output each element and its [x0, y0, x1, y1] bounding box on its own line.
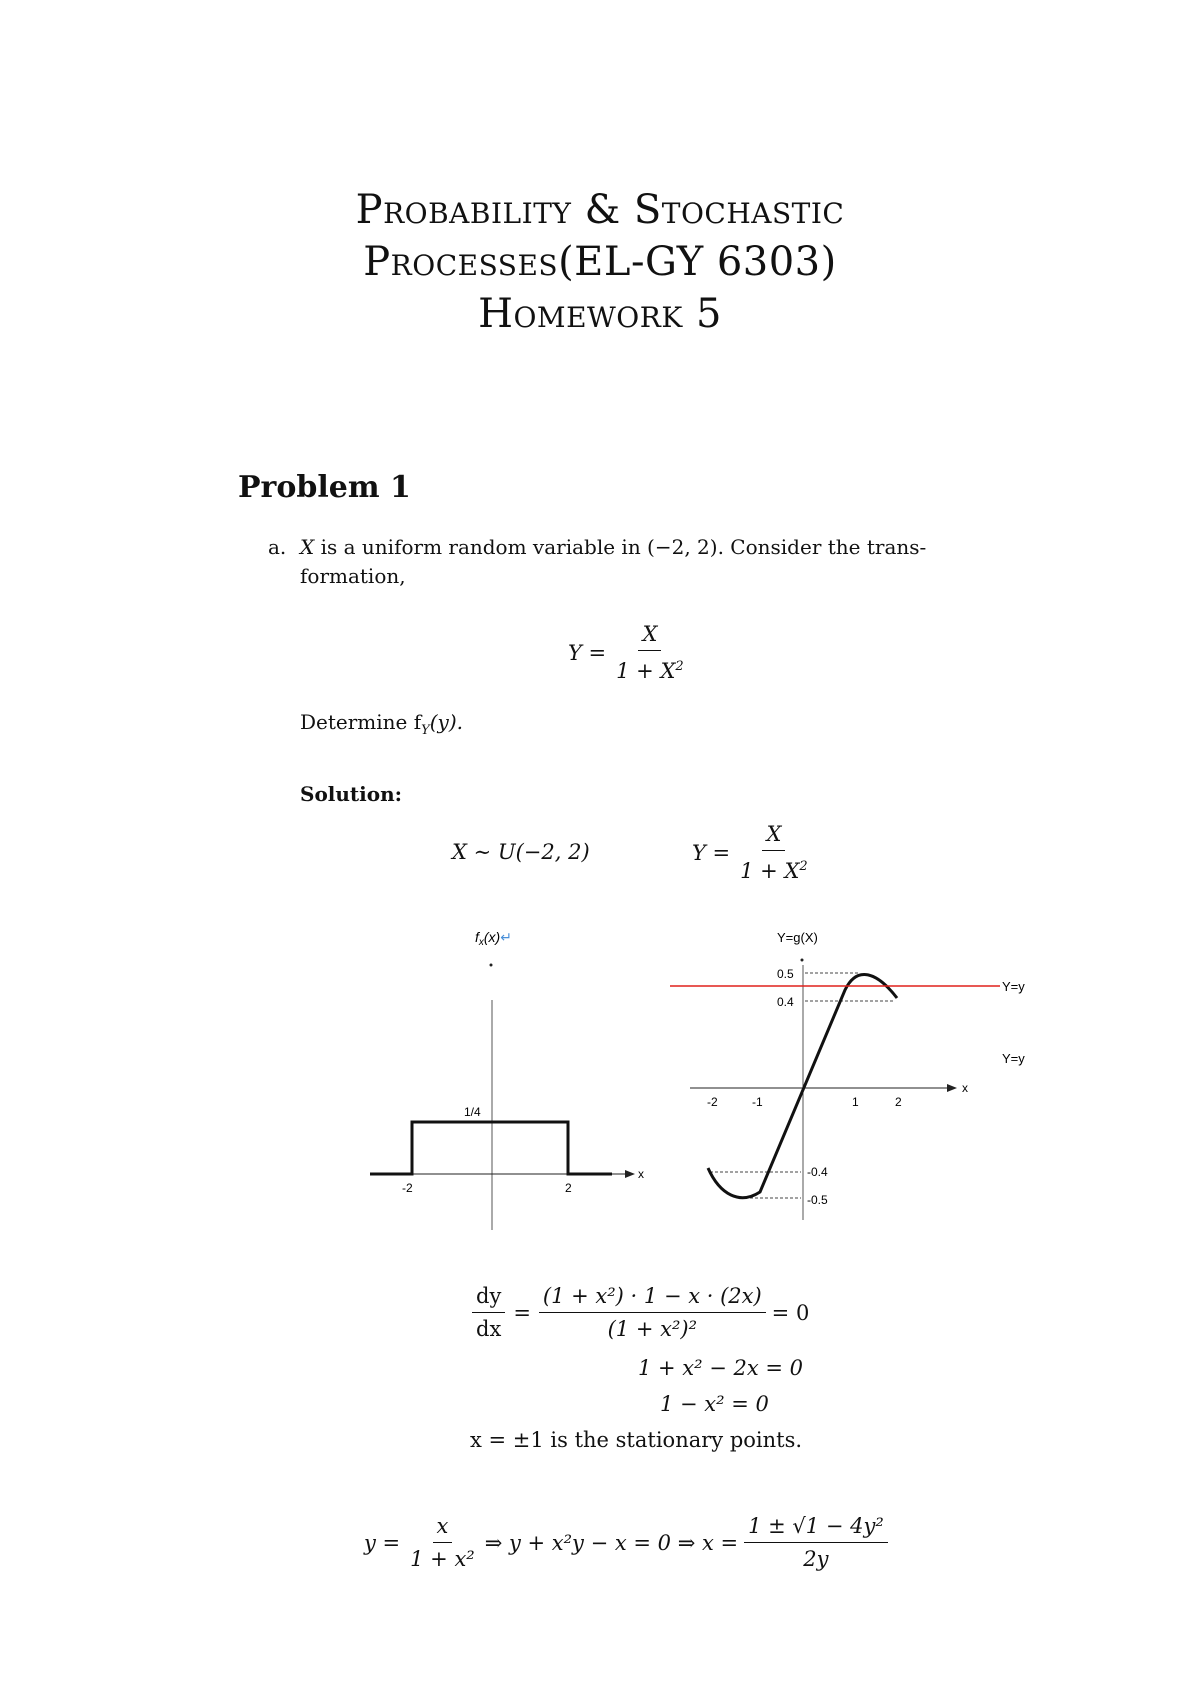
- final-frac-1: [406, 1512, 479, 1573]
- g-axis-dot: [801, 959, 804, 962]
- derivation-line-3: 1 − x² = 0: [660, 1392, 769, 1416]
- dydx-den: dx: [476, 1317, 502, 1341]
- problem-heading: Problem 1: [238, 470, 411, 505]
- g-tick-05: 0.5: [777, 967, 794, 981]
- pdf-figure: [360, 920, 660, 1240]
- statement-line-1: [300, 533, 926, 561]
- eq-numerator: X: [638, 620, 661, 651]
- sol-eq-lhs: Y =: [692, 840, 731, 865]
- title-line-3: Homework 5: [478, 291, 722, 337]
- derivative-equation: [472, 1282, 809, 1343]
- pdf-curve: [370, 1122, 612, 1174]
- title-line-2: Processes(EL-GY 6303): [363, 239, 837, 285]
- final-frac-2-den: 2y: [803, 1547, 829, 1571]
- g-tick-1: 1: [852, 1095, 859, 1109]
- g-tick-04: 0.4: [777, 995, 794, 1009]
- eq-fraction: [612, 620, 688, 685]
- axis-dot: [490, 964, 493, 967]
- g-tick-m04: -0.4: [807, 1165, 828, 1179]
- dydx-num: dy: [472, 1282, 505, 1313]
- x-axis-label: x: [638, 1167, 644, 1181]
- sol-eq-denominator: $1 + X^2$: [740, 859, 808, 883]
- sol-eq-fraction: [736, 820, 812, 885]
- final-frac-1-den: 1 + x²: [410, 1547, 475, 1571]
- derivative-den: (1 + x²)²: [607, 1317, 697, 1341]
- derivative-fraction: [539, 1282, 766, 1343]
- distribution-text: X ∼ U(−2, 2): [452, 840, 590, 864]
- level-label-1: Y=y: [1002, 979, 1025, 994]
- transform-figure: [665, 920, 1040, 1230]
- statement-var: X: [300, 535, 315, 559]
- eq-lhs: Y =: [568, 640, 607, 665]
- determine-text: Determine $f_Y(y)$.: [300, 710, 464, 738]
- eq-denominator: $1 + X^2$: [616, 659, 684, 683]
- final-frac-1-num: x: [433, 1512, 453, 1543]
- g-x-axis-arrow: [947, 1084, 957, 1092]
- g-axis-label: Y=g(X): [777, 930, 818, 945]
- final-mid: ⇒ y + x²y − x = 0 ⇒ x =: [484, 1530, 739, 1555]
- final-frac-2-num: 1 ± √1 − 4y²: [744, 1512, 888, 1543]
- title-line-1: Probability & Stochastic: [355, 187, 845, 233]
- solution-equation: [692, 820, 812, 885]
- final-equation: [364, 1512, 888, 1573]
- tick-pos-2: 2: [565, 1181, 572, 1195]
- statement-line-2: formation,: [300, 564, 406, 588]
- dydx-fraction: [472, 1282, 505, 1343]
- level-label-2: Y=y: [1002, 1051, 1025, 1066]
- tick-neg-2: -2: [402, 1181, 413, 1195]
- derivation-line-4: x = ±1 is the stationary points.: [470, 1428, 803, 1452]
- final-lhs: y =: [364, 1530, 401, 1555]
- part-label: a.: [268, 535, 287, 559]
- derivative-eq-sign: =: [513, 1300, 531, 1325]
- transformation-equation: [568, 620, 688, 685]
- derivation-line-2: 1 + x² − 2x = 0: [638, 1356, 804, 1380]
- final-frac-2: [744, 1512, 888, 1573]
- g-tick-minus1: -1: [752, 1095, 763, 1109]
- statement-text: is a uniform random variable in (−2, 2). Consider the trans-: [320, 535, 927, 559]
- g-tick-m05: -0.5: [807, 1193, 828, 1207]
- fx-label: $f_x(x)↵$: [475, 929, 512, 948]
- pdf-level-label: 1/4: [464, 1105, 481, 1119]
- derivative-num: (1 + x²) · 1 − x · (2x): [539, 1282, 766, 1313]
- g-tick-minus2: -2: [707, 1095, 718, 1109]
- g-tick-2: 2: [895, 1095, 902, 1109]
- x-axis-arrow: [625, 1170, 635, 1178]
- g-x-axis-label: x: [962, 1081, 968, 1095]
- derivative-eq-zero: = 0: [771, 1300, 810, 1325]
- solution-label: Solution:: [300, 782, 403, 806]
- sol-eq-numerator: X: [762, 820, 785, 851]
